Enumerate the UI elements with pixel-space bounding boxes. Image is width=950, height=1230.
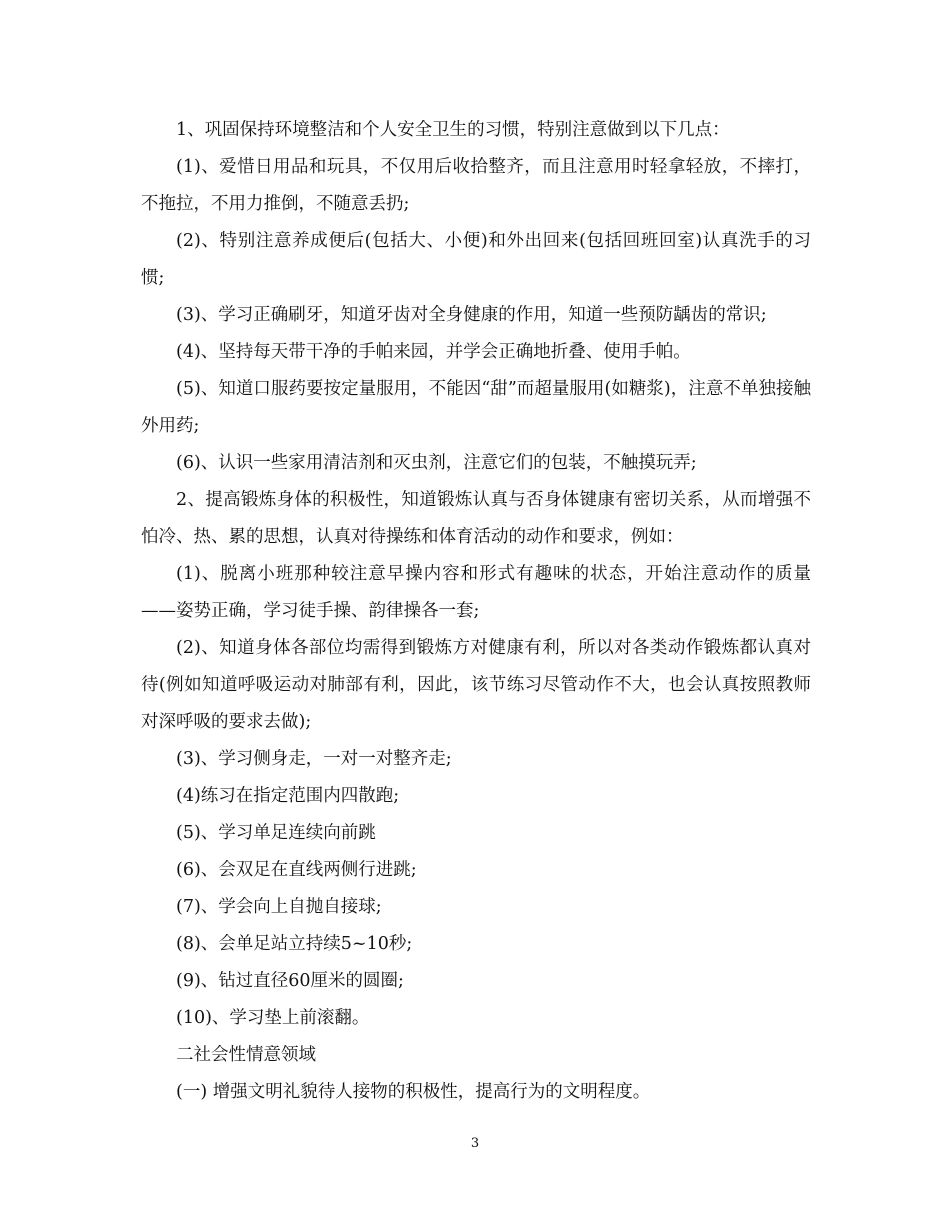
paragraph-hand-washing: (2)、特别注意养成便后(包括大、小便)和外出回来(包括回班回室)认真洗手的习惯; [141,231,811,288]
paragraph-body-training: (2)、知道身体各部位均需得到锻炼方对健康有利，所以对各类动作锻炼都认真对待(例如知道呼吸运动对肺部有利，因此，该节练习尽管动作不大，也会认真按照教师对深呼吸的要求去做); [141,638,811,732]
paragraph-exercise-goal: 2、提高锻炼身体的积极性，知道锻炼认真与否身体键康有密切关系，从而增强不怕冷、热、累的思想，认真对待操练和体育活动的动作和要求，例如： [141,490,811,547]
paragraph-single-foot-stand: (8)、会单足站立持续5~10秒; [176,934,413,954]
paragraph-double-foot-jump: (6)、会双足在直线两侧行进跳; [176,860,417,880]
page-number: 3 [470,1136,480,1151]
paragraph-cleaning-agents: (6)、认识一些家用清洁剂和灭虫剂，注意它们的包装，不触摸玩弄; [176,453,697,473]
paragraph-care-items: (1)、爱惜日用品和玩具，不仅用后收拾整齐，而且注意用时轻拿轻放，不摔打，不拖拉，不用力推倒，不随意丢扔; [141,157,811,214]
document-body [141,112,811,1111]
paragraph-running: (4)练习在指定范围内四散跑; [176,786,400,806]
paragraph-ball-toss: (7)、学会向上自抛自接球; [176,897,382,917]
section-heading-social-emotional: 二社会性情意领域 [176,1045,316,1065]
paragraph-forward-roll: (10)、学习垫上前滚翻。 [176,1008,370,1028]
paragraph-side-walk: (3)、学习侧身走，一对一对整齐走; [176,749,452,769]
paragraph-brushing-teeth: (3)、学习正确刷牙，知道牙齿对全身健康的作用，知道一些预防龋齿的常识; [176,305,767,325]
paragraph-courtesy-goal: (一) 增强文明礼貌待人接物的积极性，提高行为的文明程度。 [176,1082,651,1102]
paragraph-medicine: (5)、知道口服药要按定量服用，不能因“甜”而超量服用(如糖浆)，注意不单独接触外用药; [141,379,811,436]
paragraph-hoop: (9)、钻过直径60厘米的圆圈; [176,971,404,991]
paragraph-single-foot-jump: (5)、学习单足连续向前跳 [176,823,376,843]
paragraph-morning-exercise: (1)、脱离小班那种较注意早操内容和形式有趣味的状态，开始注意动作的质量——姿势正确，学习徒手操、韵律操各一套; [141,564,811,621]
paragraph-handkerchief: (4)、坚持每天带干净的手帕来园，并学会正确地折叠、使用手帕。 [176,342,691,362]
paragraph-hygiene-goal: 1、巩固保持环境整洁和个人安全卫生的习惯，特别注意做到以下几点： [176,120,730,140]
